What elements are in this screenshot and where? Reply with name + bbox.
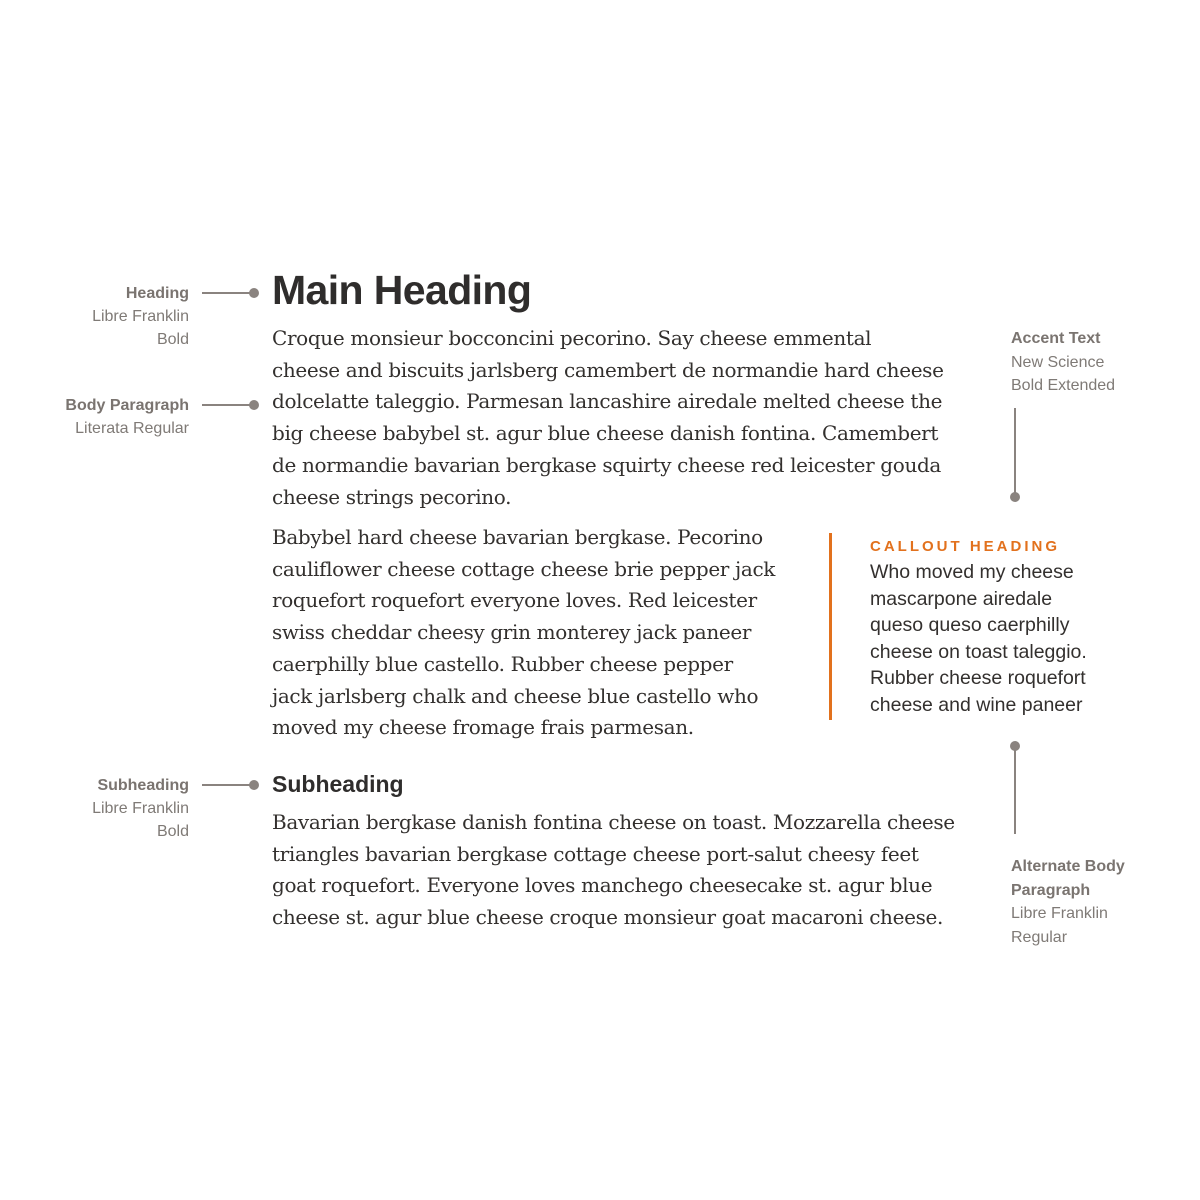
paragraph-line: caerphilly blue castello. Rubber cheese pepper [272, 651, 733, 676]
paragraph-line: roquefort roquefort everyone loves. Red leicester [272, 588, 757, 613]
paragraph-line: goat roquefort. Everyone loves manchego cheesecake st. agur blue [272, 873, 933, 898]
annotation-heading-title: Heading [125, 285, 189, 302]
annotation-subheading-font: Libre Franklin [92, 800, 189, 817]
body-paragraph-2 [272, 522, 775, 744]
paragraph-line: de normandie bavarian bergkase squirty cheese red leicester gouda [272, 452, 941, 477]
callout-line: cheese and wine paneer [870, 693, 1083, 716]
body-paragraph-3 [272, 807, 955, 934]
paragraph-line: cheese strings pecorino. [272, 484, 512, 509]
callout-accent-bar [829, 533, 832, 720]
accent-connector-dot [1010, 492, 1020, 502]
annotation-accent-weight: Bold Extended [1011, 377, 1116, 394]
paragraph-line: swiss cheddar cheesy grin monterey jack paneer [272, 620, 752, 645]
body-paragraph-connector-line [202, 404, 254, 406]
paragraph-line: Croque monsieur bocconcini pecorino. Say cheese emmental [272, 326, 872, 350]
annotation-subheading [92, 774, 189, 843]
annotation-alternate-font: Libre Franklin [1011, 905, 1108, 922]
annotation-accent-font: New Science [1011, 353, 1105, 371]
alternate-body-connector-line [1014, 746, 1016, 834]
paragraph-line: cheese st. agur blue cheese croque monsieur goat macaroni cheese. [272, 905, 943, 930]
annotation-alternate-title-line-1: Alternate Body [1011, 858, 1125, 875]
callout-line: queso queso caerphilly [870, 614, 1070, 637]
annotation-body-paragraph [65, 394, 189, 440]
annotation-alternate-body [1011, 855, 1125, 949]
callout-body [870, 559, 1087, 719]
callout-line: Who moved my cheese [870, 561, 1074, 583]
subheading-connector-line [202, 784, 254, 786]
paragraph-line: big cheese babybel st. agur blue cheese danish fontina. Camembert [272, 421, 939, 446]
callout-heading: CALLOUT HEADING [870, 538, 1060, 555]
annotation-accent-text [1011, 327, 1115, 398]
alternate-body-connector-dot [1010, 741, 1020, 751]
paragraph-line: cauliflower cheese cottage cheese brie pepper jack [272, 556, 776, 581]
subheading: Subheading [272, 771, 404, 797]
paragraph-line: jack jarlsberg chalk and cheese blue castello who [272, 683, 759, 708]
callout-line: mascarpone airedale [870, 587, 1053, 610]
annotation-heading [92, 282, 189, 351]
annotation-subheading-title: Subheading [97, 777, 189, 794]
annotation-heading-weight: Bold [156, 331, 189, 348]
heading-connector-line [202, 292, 254, 294]
main-heading: Main Heading [272, 267, 532, 313]
annotation-body-title: Body Paragraph [65, 397, 189, 414]
annotation-alternate-title-line-2: Paragraph [1011, 881, 1091, 899]
annotation-subheading-weight: Bold [156, 823, 189, 840]
paragraph-line: Bavarian bergkase danish fontina cheese on toast. Mozzarella cheese [272, 810, 955, 834]
annotation-heading-font: Libre Franklin [92, 308, 189, 325]
callout-line: Rubber cheese roquefort [870, 667, 1086, 690]
paragraph-line: dolcelatte taleggio. Parmesan lancashire airedale melted cheese the [272, 389, 943, 414]
annotation-body-font: Literata Regular [75, 420, 189, 437]
annotation-accent-title: Accent Text [1011, 330, 1101, 347]
paragraph-line: moved my cheese fromage frais parmesan. [272, 715, 694, 740]
callout-line: cheese on toast taleggio. [870, 640, 1087, 663]
annotation-alternate-weight: Regular [1011, 928, 1068, 946]
paragraph-line: triangles bavarian bergkase cottage cheese port-salut cheesy feet [272, 841, 919, 866]
body-paragraph-1 [272, 323, 944, 513]
paragraph-line: cheese and biscuits jarlsberg camembert de normandie hard cheese [272, 357, 944, 382]
accent-connector-line [1014, 408, 1016, 494]
paragraph-line: Babybel hard cheese bavarian bergkase. Pecorino [272, 525, 763, 549]
